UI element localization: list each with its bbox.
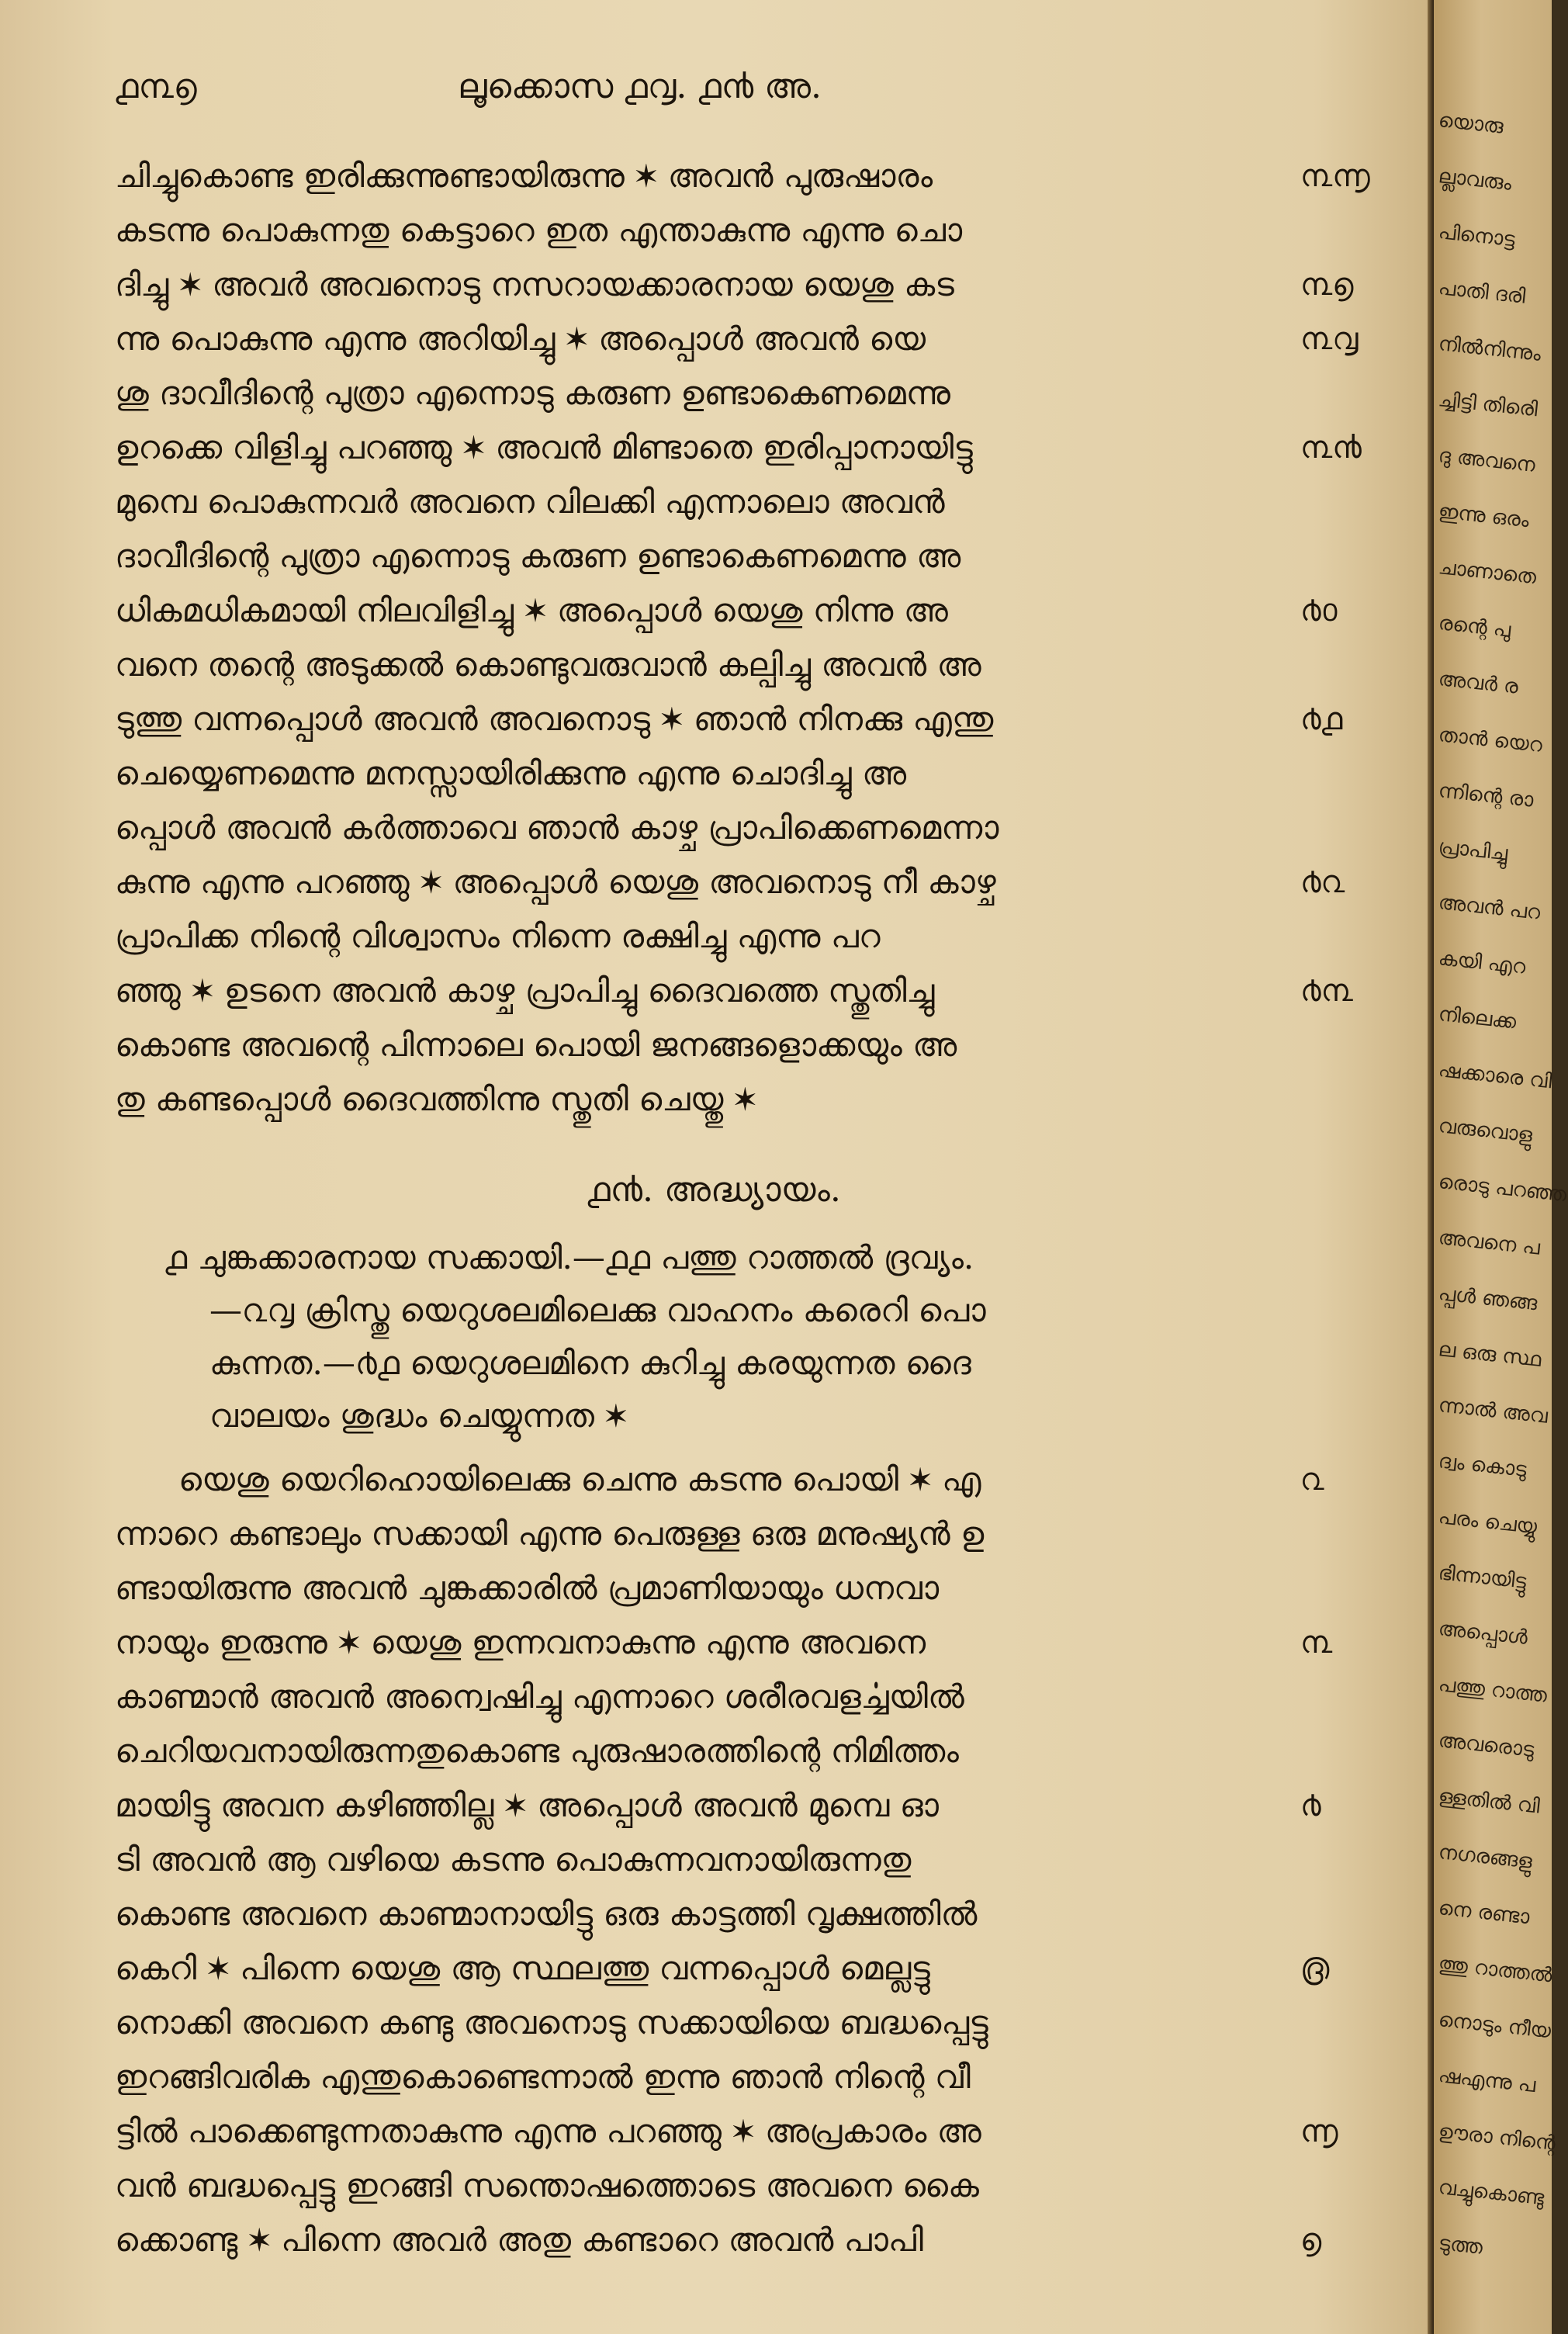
- text-line: ക്കൊണ്ടു ✶ പിന്നെ അവർ അതു കണ്ടാറെ അവൻ പാപി: [115, 2221, 923, 2259]
- adjacent-page-fragment: ച്ചിട്ടി തിരിെ: [1437, 388, 1539, 422]
- adjacent-page-fragment: ന്നിന്റെ രാ: [1437, 779, 1535, 812]
- summary-line: വാലയം ശുദ്ധം ചെയ്യുന്നത ✶: [209, 1397, 628, 1435]
- verse-number: ൩൯: [1300, 430, 1362, 466]
- text-line: ന്നാറെ കണ്ടാലും സക്കായി എന്നു പെരുള്ള ഒരു മനുഷ്യൻ ഉ: [115, 1515, 985, 1553]
- summary-line: കുന്നത.—൪൧ യെറുശലമിനെ കുറിച്ചു കരയുന്നത ദൈ: [209, 1344, 971, 1382]
- summary-line: —൨൮ ക്രിസ്തു യെറുശലമിലെക്കു വാഹനം കരെറി പൊ: [209, 1291, 986, 1329]
- adjacent-page-fragment: പ്പൾ ഞങ്ങ: [1437, 1282, 1539, 1316]
- verse-number: ൨: [1300, 1462, 1324, 1498]
- text-line: ധികമധികമായി നിലവിളിച്ചു ✶ അപ്പൊൾ യെശു നിന്നു അ: [115, 591, 948, 629]
- adjacent-page-fragment: ഇന്നു ഒരം: [1437, 500, 1531, 533]
- adjacent-page-fragment: യൊരു: [1437, 109, 1505, 139]
- adjacent-page-fragment: പ്രാപിച്ചു: [1437, 835, 1509, 866]
- text-line: ഞ്ഞു ✶ ഉടനെ അവൻ കാഴ്ച പ്രാപിച്ചു ദൈവത്തെ സ്തുതിച്ചു: [115, 971, 935, 1009]
- verse-number: ൪൨: [1300, 864, 1345, 900]
- text-line: ശു ദാവീദിന്റെ പുത്രാ എന്നൊടു കരുണ ഉണ്ടാകെണമെന്നു: [115, 374, 950, 412]
- adjacent-page-fragment: വച്ചുകൊണ്ടു: [1437, 2176, 1546, 2211]
- text-line: വൻ ബദ്ധപ്പെട്ടു ഇറങ്ങി സന്തൊഷത്തൊടെ അവനെ കൈ: [115, 2166, 979, 2204]
- adjacent-page-fragment: ചാണാതെ: [1437, 556, 1538, 590]
- text-line: ടുത്തു വന്നപ്പൊൾ അവൻ അവനൊടു ✶ ഞാൻ നിനക്കു എന്തു: [115, 700, 994, 738]
- text-line: പ്രാപിക്ക നിന്റെ വിശ്വാസം നിന്നെ രക്ഷിച്ചു എന്നു പറ: [115, 917, 881, 955]
- adjacent-page-fragment: പത്തു റാത്ത: [1437, 1673, 1549, 1708]
- text-line: കടന്നു പൊകുന്നതു കെട്ടാറെ ഇത എന്താകുന്നു എന്നു ചൊ: [115, 211, 963, 249]
- adjacent-page-fragment: നഗരങ്ങളു: [1437, 1841, 1534, 1874]
- adjacent-page-fragment: അവനെ പ: [1437, 1226, 1542, 1260]
- verse-number: ൩൬: [1300, 158, 1370, 194]
- adjacent-page-fragment: അപ്പൊൾ: [1437, 1617, 1529, 1650]
- text-line: നായും ഇരുന്നു ✶ യെശു ഇന്നവനാകുന്നു എന്നു അവനെ: [115, 1623, 926, 1661]
- adjacent-page-fragment: രൊടു പറഞ്ഞ: [1437, 1170, 1568, 1207]
- adjacent-page-fragment: ദു അവനെ: [1437, 444, 1537, 478]
- book-gutter: [1428, 0, 1434, 2334]
- adjacent-page-fragment: ഊരാ നിന്റെ: [1437, 2120, 1557, 2156]
- text-line: കുന്നു എന്നു പറഞ്ഞു ✶ അപ്പൊൾ യെശു അവനൊടു നീ കാഴ്ച: [115, 863, 996, 901]
- adjacent-page-fragment: അവർ ര: [1437, 667, 1520, 699]
- adjacent-page-fragment: ത്തു റാത്തൽ: [1437, 1952, 1554, 1988]
- adjacent-page-fragment: താൻ യെറ: [1437, 723, 1544, 757]
- adjacent-page-fragment: ഷക്കാരെ വി: [1437, 1058, 1553, 1094]
- text-line: ചെയ്യെണമെന്നു മനസ്സായിരിക്കുന്നു എന്നു ചൊദിച്ചു അ: [115, 754, 907, 792]
- adjacent-page-fragment: പാതി ദരി: [1437, 276, 1527, 309]
- text-line: കെറി ✶ പിന്നെ യെശു ആ സ്ഥലത്തു വന്നപ്പൊൾ മെല്ലട്ടു: [115, 1949, 930, 1987]
- text-line: യെശു യെറിഹൊയിലെക്കു ചെന്നു കടന്നു പൊയി ✶ എ: [178, 1460, 981, 1498]
- adjacent-page-fragment: ല ഒരു സ്ഥ: [1437, 1338, 1542, 1372]
- verse-number: ൫: [1300, 1951, 1330, 1986]
- adjacent-page-fragment: ന്നാൽ അവ: [1437, 1394, 1549, 1428]
- adjacent-page-edge: [1434, 0, 1568, 2334]
- verse-number: ൪൩: [1300, 973, 1353, 1009]
- verse-number: ൪൧: [1300, 701, 1343, 737]
- text-line: ദിച്ചു ✶ അവർ അവനൊടു നസറായക്കാരനായ യെശു കട: [115, 265, 954, 303]
- text-line: മായിട്ടു അവന കഴിഞ്ഞില്ല ✶ അപ്പൊൾ അവൻ മുമ്പെ ഓ: [115, 1786, 939, 1824]
- text-line: മുമ്പെ പൊകുന്നവർ അവനെ വിലക്കി എന്നാലൊ അവൻ: [115, 483, 945, 521]
- adjacent-page-fragment: നിലെക്ക: [1437, 1003, 1518, 1034]
- verse-number: ൭: [1300, 2222, 1322, 2258]
- verse-number: ൩൮: [1300, 321, 1359, 357]
- text-line: ഇറങ്ങിവരിക എന്തുകൊണ്ടെന്നാൽ ഇന്നു ഞാൻ നിന്റെ വീ: [115, 2058, 971, 2096]
- adjacent-page-fragment: ല്ലാവരും: [1437, 164, 1513, 196]
- chapter-heading: ൧൯. അദ്ധ്യായം.: [587, 1170, 841, 1210]
- adjacent-page-fragment: ദ്വം കൊടു: [1437, 1449, 1528, 1482]
- verse-number: ൬: [1300, 2114, 1338, 2149]
- adjacent-page-fragment: വരുവൊളു: [1437, 1114, 1534, 1148]
- text-line: ദാവീദിന്റെ പുത്രാ എന്നൊടു കരുണ ഉണ്ടാകെണമെന്നു അ: [115, 537, 961, 575]
- page-number: ൧൩൭: [115, 67, 197, 106]
- adjacent-page-fragment: ഷഎന്നു പ: [1437, 2064, 1537, 2098]
- text-line: ടി അവൻ ആ വഴിയെ കടന്നു പൊകുന്നവനായിരുന്നതു: [115, 1841, 912, 1879]
- text-line: കൊണ്ട അവനെ കാണ്മാനായിട്ടു ഒരു കാട്ടത്തി വൃക്ഷത്തിൽ: [115, 1895, 978, 1933]
- summary-line: ൧ ചുങ്കക്കാരനായ സക്കായി.—൧൧ പത്തു റാത്തൽ ദ്രവ്യം.: [164, 1238, 974, 1276]
- verse-number: ൩൭: [1300, 267, 1354, 303]
- adjacent-page-fragment: നിൽനിന്നും: [1437, 332, 1542, 366]
- verse-number: ൩: [1300, 1625, 1333, 1660]
- running-header: ലൂക്കൊസ ൧൮. ൧൯ അ.: [458, 67, 822, 106]
- adjacent-page-fragment: നൊടും നീയ: [1437, 2008, 1552, 2044]
- adjacent-page-fragment: അവൻ പറ: [1437, 891, 1542, 925]
- text-line: തു കണ്ടപ്പൊൾ ദൈവത്തിന്നു സ്തുതി ചെയ്തു ✶: [115, 1080, 756, 1118]
- adjacent-page-fragment: പിനൊട്ട: [1437, 220, 1517, 252]
- text-line: ട്ടിൽ പാക്കെണ്ടുന്നതാകുന്നു എന്നു പറഞ്ഞു ✶ അപ്രകാരം അ: [115, 2112, 981, 2150]
- text-line: ഉറക്കെ വിളിച്ചു പറഞ്ഞു ✶ അവൻ മിണ്ടാതെ ഇരിപ്പാനായിട്ടു: [115, 428, 973, 466]
- text-line: കൊണ്ട അവന്റെ പിന്നാലെ പൊയി ജനങ്ങളൊക്കയും അ: [115, 1026, 957, 1064]
- text-line: കാണ്മാൻ അവൻ അന്വെഷിച്ചു എന്നാറെ ശരീരവളൎച്ചയിൽ: [115, 1678, 964, 1716]
- text-line: ന്നു പൊകുന്നു എന്നു അറിയിച്ചു ✶ അപ്പൊൾ അവൻ യെ: [115, 320, 926, 358]
- adjacent-page-fragment: ള്ളതിൽ വി: [1437, 1785, 1541, 1819]
- text-line: ചെറിയവനായിരുന്നതുകൊണ്ട പുരുഷാരത്തിന്റെ നിമിത്തം: [115, 1732, 959, 1770]
- verse-number: ൪: [1300, 1788, 1321, 1823]
- text-line: പ്പൊൾ അവൻ കർത്താവെ ഞാൻ കാഴ്ച പ്രാപിക്കെണമെന്നാ: [115, 809, 999, 847]
- adjacent-page-fragment: പരം ചെയ്യു: [1437, 1505, 1539, 1539]
- adjacent-page-fragment: അവരൊടു: [1437, 1729, 1535, 1762]
- text-line: ണ്ടായിരുന്നു അവൻ ചുങ്കക്കാരിൽ പ്രമാണിയായും ധനവാ: [115, 1569, 940, 1607]
- text-line: വനെ തന്റെ അടുക്കൽ കൊണ്ടുവരുവാൻ കല്പിച്ചു അവൻ അ: [115, 646, 981, 684]
- verse-number: ൪൦: [1300, 593, 1338, 629]
- text-line: നൊക്കി അവനെ കണ്ടു അവനൊടു സക്കായിയെ ബദ്ധപ്പെട്ടു: [115, 2003, 988, 2041]
- text-line: ചിച്ചുകൊണ്ട ഇരിക്കുന്നുണ്ടായിരുന്നു ✶ അവൻ പുരുഷാരം: [115, 157, 933, 195]
- adjacent-page-fragment: ഭിന്നായിട്ടു: [1437, 1561, 1528, 1594]
- adjacent-page-fragment: രന്റെ പു: [1437, 611, 1512, 642]
- adjacent-page-fragment: കയി എറ: [1437, 947, 1527, 979]
- adjacent-page-fragment: ടുത്ത: [1437, 2232, 1484, 2260]
- adjacent-page-fragment: നെ രണ്ടാ: [1437, 1896, 1531, 1930]
